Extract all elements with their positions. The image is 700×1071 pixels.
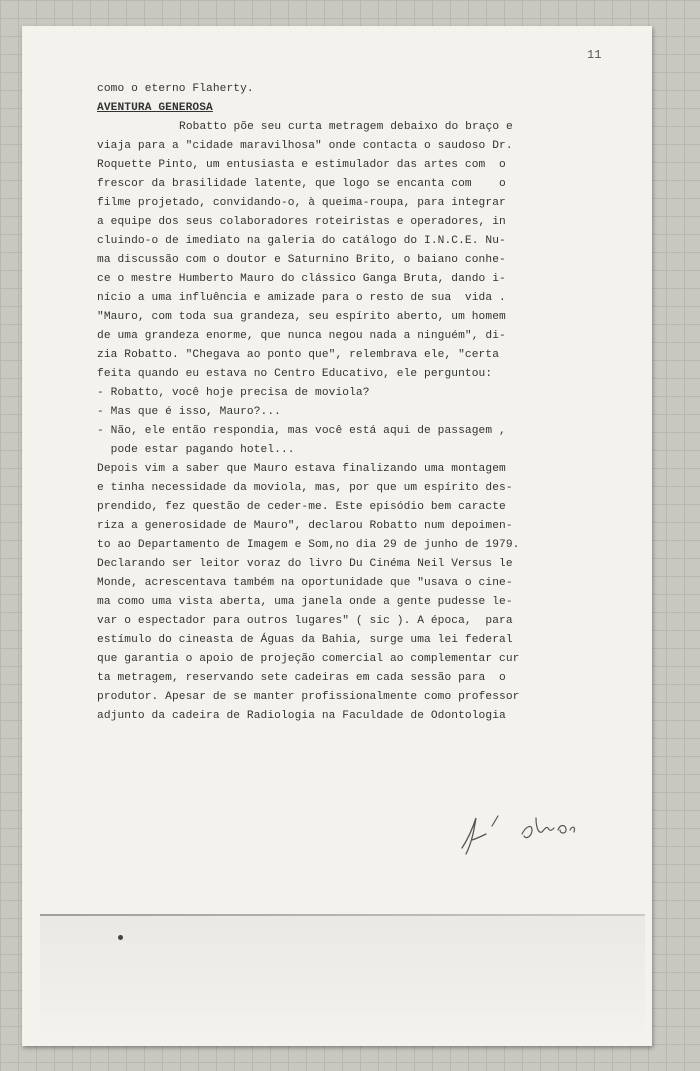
- paper-fold-shade: [40, 916, 645, 1046]
- text-line: nício a uma influência e amizade para o resto de sua vida .: [97, 292, 506, 304]
- text-line: Robatto põe seu curta metragem debaixo do braço e: [179, 121, 513, 133]
- text-line: "Mauro, com toda sua grandeza, seu espírito aberto, um homem: [97, 311, 506, 323]
- handwritten-signature: [452, 796, 592, 866]
- text-line: como o eterno Flaherty.: [97, 83, 254, 95]
- text-line: to ao Departamento de Imagem e Som,no dia 29 de junho de 1979.: [97, 539, 520, 551]
- text-line: ma discussão com o doutor e Saturnino Brito, o baiano conhe-: [97, 254, 506, 266]
- text-line: de uma grandeza enorme, que nunca negou nada a ninguém", di-: [97, 330, 506, 342]
- text-line: Declarando ser leitor voraz do livro Du Cinéma Neil Versus le: [97, 558, 513, 570]
- document-page: [22, 26, 652, 1046]
- text-line: var o espectador para outros lugares" ( sic ). A época, para: [97, 615, 513, 627]
- text-line: ma como uma vista aberta, uma janela onde a gente pudesse le-: [97, 596, 513, 608]
- text-line: Depois vim a saber que Mauro estava finalizando uma montagem: [97, 463, 506, 475]
- text-line: Monde, acrescentava também na oportunidade que "usava o cine-: [97, 577, 513, 589]
- ink-mark: [118, 935, 123, 940]
- dialogue-line: pode estar pagando hotel...: [97, 444, 295, 456]
- section-heading: AVENTURA GENEROSA: [97, 102, 213, 114]
- text-line: frescor da brasilidade latente, que logo se encanta com o: [97, 178, 506, 190]
- text-line: feita quando eu estava no Centro Educativo, ele perguntou:: [97, 368, 493, 380]
- text-line: riza a generosidade de Mauro", declarou Robatto num depoimen-: [97, 520, 513, 532]
- text-line: estímulo do cineasta de Águas da Bahia, surge uma lei federal: [97, 634, 513, 646]
- text-line: viaja para a "cidade maravilhosa" onde contacta o saudoso Dr.: [97, 140, 513, 152]
- dialogue-line: - Robatto, você hoje precisa de moviola?: [97, 387, 370, 399]
- text-line: e tinha necessidade da moviola, mas, por que um espírito des-: [97, 482, 513, 494]
- dialogue-line: - Não, ele então respondia, mas você está aqui de passagem ,: [97, 425, 506, 437]
- text-line: ce o mestre Humberto Mauro do clássico Ganga Bruta, dando i-: [97, 273, 506, 285]
- text-line: zia Robatto. "Chegava ao ponto que", relembrava ele, "certa: [97, 349, 500, 361]
- text-line: cluindo-o de imediato na galeria do catálogo do I.N.C.E. Nu-: [97, 235, 506, 247]
- page-number: 11: [587, 48, 602, 62]
- dialogue-line: - Mas que é isso, Mauro?...: [97, 406, 281, 418]
- text-line: adjunto da cadeira de Radiologia na Faculdade de Odontologia: [97, 710, 506, 722]
- text-line: ta metragem, reservando sete cadeiras em cada sessão para o: [97, 672, 506, 684]
- text-line: filme projetado, convidando-o, à queima-roupa, para integrar: [97, 197, 506, 209]
- text-line: prendido, fez questão de ceder-me. Este episódio bem caracte: [97, 501, 506, 513]
- text-line: Roquette Pinto, um entusiasta e estimulador das artes com o: [97, 159, 506, 171]
- text-line: que garantia o apoio de projeção comercial ao complementar cur: [97, 653, 520, 665]
- document-body: [97, 80, 617, 726]
- text-line: a equipe dos seus colaboradores roteiristas e operadores, in: [97, 216, 506, 228]
- text-line: produtor. Apesar de se manter profissionalmente como professor: [97, 691, 520, 703]
